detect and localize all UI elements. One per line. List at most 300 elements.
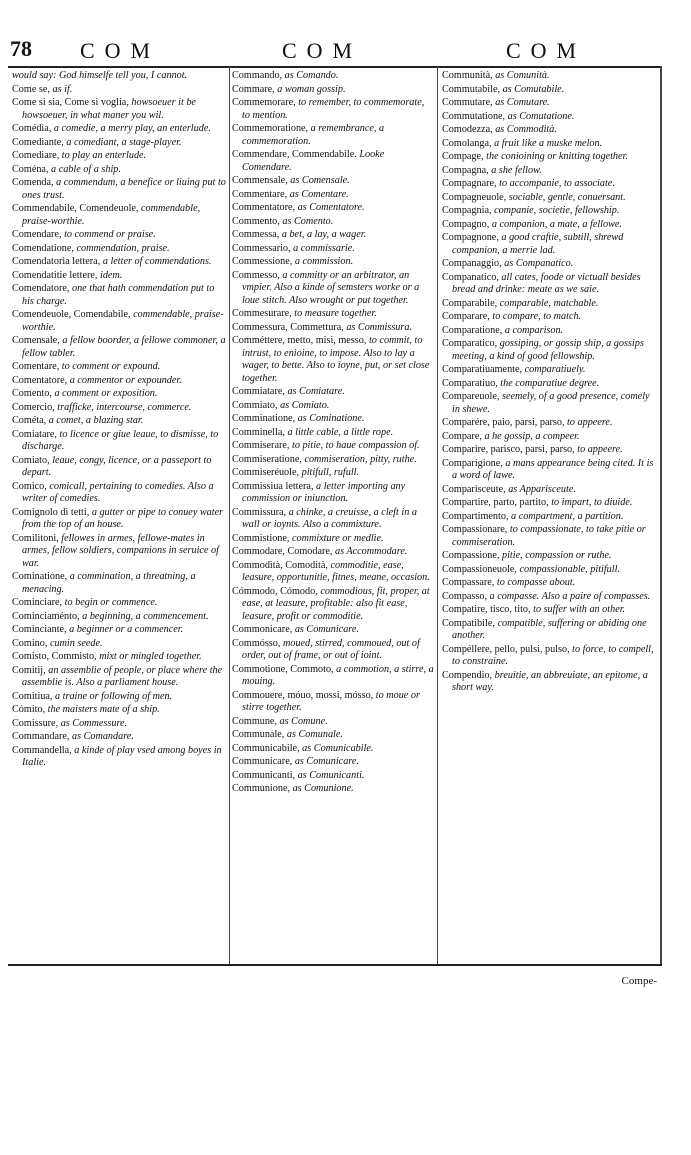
dictionary-entry — [442, 258, 656, 271]
dictionary-entry — [232, 202, 434, 215]
headword: Commiseratione, — [232, 453, 302, 465]
headword: Comico, — [12, 480, 47, 492]
dictionary-entry — [232, 256, 434, 269]
definition: to measure together. — [294, 308, 377, 319]
headword: Comminella, — [232, 426, 285, 438]
dictionary-entry — [232, 716, 434, 729]
dictionary-entry — [442, 178, 656, 191]
page-number: 78 — [10, 36, 32, 61]
headword: Comparare, — [442, 311, 490, 322]
headword: Compartimento, — [442, 510, 509, 522]
dictionary-entry — [12, 243, 226, 256]
dictionary-entry — [442, 205, 656, 218]
definition: seemely, of a good presence, comely in shewe. — [452, 391, 650, 415]
headword: Commento, — [232, 215, 280, 227]
dictionary-entry — [442, 165, 656, 178]
definition: the maisters mate of a ship. — [47, 704, 160, 715]
definition: moued, stirred, commoued, out of order, out of frame, or out of ioint. — [242, 637, 420, 661]
footer-rule — [8, 964, 662, 966]
headword: Commissiua lettera, — [232, 480, 314, 492]
definition: to accompanie, to associate. — [499, 178, 615, 189]
headword: Comparire, parisco, parsi, parso, — [442, 444, 575, 455]
headword: Cominatione, — [12, 571, 68, 582]
definition: the comparatiue degree. — [500, 377, 600, 389]
headword: Commensale, — [232, 175, 288, 186]
dictionary-entry — [12, 597, 226, 610]
dictionary-entry — [442, 124, 656, 137]
dictionary-entry — [232, 467, 434, 480]
definition: mixt or mingled together. — [99, 651, 202, 662]
headword: Commendabile, Comendeuole, — [12, 203, 139, 214]
dictionary-entry — [12, 97, 226, 122]
definition: a commissarie. — [293, 242, 355, 254]
definition: a fellow boorder, a fellowe commoner, a fellow tabler. — [22, 335, 226, 359]
dictionary-entry — [12, 84, 226, 97]
headword: Commiato, — [232, 399, 278, 411]
definition: to impart, to diuide. — [551, 497, 633, 508]
dictionary-entry — [12, 361, 226, 374]
entry-column-1 — [12, 70, 226, 771]
definition: a letter of commendations. — [102, 256, 212, 267]
headword: Comparabile, — [442, 297, 498, 309]
headword: Comitiua, — [12, 690, 53, 702]
column-divider — [437, 66, 438, 964]
catchword: Compe- — [621, 975, 657, 987]
headword: Commentatore, — [232, 202, 296, 213]
dictionary-entry — [232, 270, 434, 308]
dictionary-entry — [442, 670, 656, 695]
definition: as Comunione. — [292, 783, 354, 794]
dictionary-entry — [232, 624, 434, 637]
dictionary-entry — [442, 458, 656, 483]
dictionary-entry — [442, 431, 656, 444]
headword: Commemoratione, — [232, 123, 309, 134]
headword: Cominciaménto, — [12, 610, 80, 622]
definition: a comment or exposition. — [54, 388, 158, 399]
headword: Comento, — [12, 388, 52, 399]
headword: Compagneuole, — [442, 191, 507, 203]
definition: a comedie, a merry play, an enterlude. — [53, 123, 211, 134]
headword: Commodare, Comodare, — [232, 546, 333, 557]
running-head-left: COM — [80, 38, 161, 63]
definition: a commination, a threatning, a menacing. — [22, 571, 196, 595]
headword: Coména, — [12, 163, 49, 175]
dictionary-entry — [12, 270, 226, 283]
definition: as Commessure. — [60, 717, 128, 729]
dictionary-entry — [232, 400, 434, 413]
definition: a gutter or pipe to conuey water from the top of an house. — [22, 506, 224, 530]
definition: pitifull, rufull. — [301, 467, 360, 478]
dictionary-entry — [442, 497, 656, 510]
definition: as Accommodare. — [334, 546, 408, 557]
dictionary-entry — [232, 454, 434, 467]
dictionary-entry — [442, 298, 656, 311]
headword: Commando, — [232, 70, 283, 81]
headword: Comiato, — [12, 454, 50, 466]
headword: Comendatitie lettere, — [12, 269, 98, 281]
definition: commodious, fit, proper, at ease, at leasure, profitable: also fit ease, leasure, profit or commoditie. — [242, 585, 430, 622]
definition: as Commissura. — [346, 321, 412, 333]
dictionary-entry — [232, 440, 434, 453]
definition: commixture or medlie. — [292, 532, 384, 544]
dictionary-entry — [442, 511, 656, 524]
definition: to comment or expound. — [61, 361, 161, 372]
headword: Compatibile, — [442, 617, 495, 629]
dictionary-entry — [232, 533, 434, 546]
definition: a woman gossip. — [277, 83, 346, 95]
definition: as Apparisceute. — [508, 483, 576, 495]
definition: as Comensale. — [290, 175, 350, 186]
definition: a committy or an arbitrator, an vmpier. Also a kinde of semsters worke or a loue stitch. Also wrought or put together. — [242, 269, 420, 306]
headword: Commessario, — [232, 242, 291, 254]
dictionary-entry — [12, 611, 226, 624]
definition: to compassionate, to take pitie or commiseration. — [452, 524, 646, 548]
definition: to play an enterlude. — [61, 150, 147, 161]
definition: compatible, suffering or abiding one another. — [452, 617, 647, 641]
definition: all cates, foode or victuall besides bread and drinke: meate as we saie. — [452, 271, 641, 295]
headword: Commutatione, — [442, 110, 506, 122]
dictionary-entry — [442, 550, 656, 563]
headword: Comendatore, — [12, 283, 70, 294]
dictionary-entry — [442, 564, 656, 577]
headword: Compendio, — [442, 669, 493, 681]
dictionary-entry — [12, 335, 226, 360]
definition: to commit, to intrust, to enioine, to impose. Also to lay a wager, to bette. Also to ioyne, put, or set close together. — [242, 335, 430, 384]
dictionary-entry — [232, 70, 434, 83]
headword: Compareuole, — [442, 391, 500, 402]
definition: howsoeuer it be howsoeuer, in what maner you wil. — [22, 97, 196, 121]
dictionary-entry — [12, 309, 226, 334]
definition: as Companatico. — [504, 258, 574, 269]
dictionary-entry — [442, 84, 656, 97]
definition: trafficke, intercourse, commerce. — [57, 401, 192, 413]
definition: as Comune. — [279, 715, 328, 727]
dictionary-entry — [442, 644, 656, 669]
dictionary-entry — [442, 391, 656, 416]
headword: Comparatiuamente, — [442, 364, 523, 375]
definition: as Comentare. — [289, 188, 349, 200]
dictionary-entry — [232, 175, 434, 188]
headword: Comendatione, — [12, 242, 74, 254]
headword: Comédia, — [12, 123, 52, 134]
definition: a commotion, a stirre, a mouing. — [242, 663, 434, 687]
headword: Commune, — [232, 715, 277, 727]
dictionary-entry — [12, 123, 226, 136]
headword: Compagnare, — [442, 178, 497, 189]
headword: Compassione, — [442, 550, 500, 561]
definition: commendable, praise-worthie. — [22, 309, 224, 333]
definition: commoditie, ease, leasure, opportunitie, fitnes, meane, occasion. — [242, 559, 430, 583]
definition: a letter importing any commission or iniunction. — [242, 480, 406, 504]
definition: gossiping, or gossip ship, a gossips meeting, a kind of good fellowship. — [452, 338, 644, 362]
headword: Commistione, — [232, 532, 290, 544]
definition: as if. — [52, 83, 73, 95]
headword: Commessione, — [232, 256, 293, 267]
dictionary-entry — [12, 429, 226, 454]
definition: a she fellow. — [491, 164, 542, 176]
definition: to pitie, to haue compassion of. — [291, 440, 420, 451]
dictionary-entry — [442, 111, 656, 124]
dictionary-entry — [442, 325, 656, 338]
headword: Comminatione, — [232, 413, 296, 424]
dictionary-entry — [232, 97, 434, 122]
dictionary-entry — [232, 586, 434, 624]
running-head-center: COM — [282, 38, 363, 63]
dictionary-entry — [232, 216, 434, 229]
headword: Compasso, — [442, 590, 487, 602]
dictionary-entry — [232, 690, 434, 715]
dictionary-entry — [232, 229, 434, 242]
definition: compassionable, pitifull. — [519, 563, 620, 575]
definition: a comparison. — [504, 324, 564, 336]
definition: a good craftie, subtill, shrewd companion, a merrie lad. — [452, 232, 624, 256]
dictionary-entry — [232, 308, 434, 321]
dictionary-entry — [12, 203, 226, 228]
headword: Communità, — [442, 70, 493, 81]
headword: Commiseréuole, — [232, 467, 300, 478]
headword: Comilitoni, — [12, 532, 59, 544]
headword: Comitij, — [12, 664, 46, 676]
definition: a little cable, a little rope. — [287, 426, 394, 438]
headword: Comendare, — [12, 229, 62, 240]
headword: Compagnia, — [442, 205, 492, 216]
headword: Commendare, Commendabile. — [232, 149, 357, 160]
dictionary-entry — [442, 618, 656, 643]
dictionary-entry — [232, 729, 434, 742]
headword: Compartire, parto, partito, — [442, 497, 549, 508]
headword: Commiserare, — [232, 440, 290, 451]
definition: as Comutabile. — [502, 83, 565, 95]
headword: Commessa, — [232, 229, 280, 240]
definition: to begin or commence. — [64, 597, 158, 608]
dictionary-entry — [442, 364, 656, 377]
dictionary-entry — [12, 638, 226, 651]
dictionary-entry — [442, 311, 656, 324]
headword: Communicabile, — [232, 742, 300, 754]
dictionary-entry — [442, 272, 656, 297]
definition: as Comunicare. — [294, 624, 359, 635]
dictionary-entry — [232, 335, 434, 385]
dictionary-entry — [12, 481, 226, 506]
headword: Comediante, — [12, 136, 64, 148]
definition: one that hath commendation put to his charge. — [22, 283, 215, 307]
headword: Comensale, — [12, 335, 60, 346]
headword: Comparatione, — [442, 324, 503, 336]
definition: as Comiato. — [280, 399, 330, 411]
definition: to licence or giue leaue, to dismisse, to discharge. — [22, 428, 219, 452]
definition: a cable of a ship. — [51, 163, 121, 175]
headword: Commemorare, — [232, 97, 296, 108]
headword: Commiatare, — [232, 386, 285, 397]
dictionary-entry — [442, 138, 656, 151]
dictionary-entry — [232, 427, 434, 440]
headword: Comparatico, — [442, 338, 498, 349]
dictionary-entry — [12, 731, 226, 744]
headword: Commesso, — [232, 269, 280, 281]
definition: a traine or following of men. — [55, 690, 173, 702]
definition: a mans appearance being cited. It is a word of lawe. — [452, 457, 654, 481]
dictionary-entry — [12, 533, 226, 571]
headword: Cómito, — [12, 704, 46, 715]
dictionary-entry — [442, 378, 656, 391]
headword: Compassionare, — [442, 524, 508, 535]
definition: comparable, matchable. — [499, 297, 599, 309]
headword: Comisto, Commisto, — [12, 651, 97, 662]
definition: to appeere. — [567, 417, 613, 428]
dictionary-entry — [232, 386, 434, 399]
definition: the conioining or knitting together. — [486, 151, 628, 162]
definition: an assemblie of people, or place where the assemblie is. Also a parliament house. — [22, 664, 223, 688]
dictionary-entry — [232, 149, 434, 174]
entry-column-2 — [232, 70, 434, 797]
headword: Comercio, — [12, 401, 55, 413]
headword: Comparigione, — [442, 457, 503, 469]
dictionary-entry — [232, 743, 434, 756]
definition: to compare, to match. — [492, 311, 582, 322]
dictionary-entry — [232, 560, 434, 585]
definition: pitie, compassion or ruthe. — [502, 550, 612, 561]
definition: as Cominatione. — [297, 413, 365, 424]
headword: Cómmodo, Cómodo, — [232, 585, 318, 597]
dictionary-entry — [12, 507, 226, 532]
headword: Compage, — [442, 151, 484, 162]
dictionary-entry — [232, 770, 434, 783]
headword: Compagno, — [442, 218, 490, 230]
dictionary-entry — [232, 413, 434, 426]
definition: a commission. — [294, 256, 354, 267]
dictionary-entry — [12, 256, 226, 269]
headword: Comendeuole, Comendabile, — [12, 309, 131, 320]
definition: as Comento. — [282, 215, 334, 227]
definition: breuitie, an abbreuiate, an epitome, a short way. — [452, 669, 648, 693]
headword: Comméttere, metto, misi, messo, — [232, 335, 367, 346]
dictionary-entry — [12, 70, 226, 83]
headword: Commandare, — [12, 731, 70, 742]
headword: Cométa, — [12, 415, 47, 426]
dictionary-entry — [442, 192, 656, 205]
definition: commendation, praise. — [76, 242, 170, 254]
headword: Communicanti, — [232, 769, 296, 781]
headword: Commonicare, — [232, 624, 293, 635]
headword: Compassare, — [442, 577, 495, 588]
dictionary-entry — [442, 444, 656, 457]
headword: Commessura, Commettura, — [232, 321, 344, 333]
definition: commiseration, pitty, ruthe. — [304, 453, 417, 465]
headword: Compéllere, pello, pulsi, pulso, — [442, 643, 570, 655]
headword: Comino, — [12, 637, 48, 649]
definition: to force, to compell, to constraine. — [452, 643, 654, 667]
dictionary-entry — [12, 402, 226, 415]
dictionary-entry — [232, 481, 434, 506]
definition: as Comunale. — [286, 729, 343, 740]
definition: as Comutatione. — [507, 110, 575, 122]
dictionary-entry — [12, 624, 226, 637]
dictionary-entry — [12, 665, 226, 690]
definition: a compartment, a partition. — [511, 510, 624, 522]
headword: Commósso, — [232, 637, 281, 649]
headword: Comendatoria lettera, — [12, 256, 101, 267]
definition: to appeere. — [577, 444, 623, 455]
page-border-right — [660, 66, 662, 964]
dictionary-entry — [442, 417, 656, 430]
headword: Commutabile, — [442, 83, 501, 95]
definition: idem. — [99, 269, 123, 281]
definition: a companion, a mate, a fellowe. — [491, 218, 622, 230]
dictionary-entry — [442, 604, 656, 617]
definition: as Commodità. — [495, 124, 557, 135]
dictionary-entry — [232, 638, 434, 663]
dictionary-entry — [12, 229, 226, 242]
dictionary-entry — [12, 283, 226, 308]
dictionary-entry — [12, 137, 226, 150]
definition: a he gossip, a compeer. — [484, 430, 580, 442]
headword: Comentare, — [12, 361, 60, 372]
dictionary-entry — [12, 150, 226, 163]
headword: Communicare, — [232, 756, 293, 767]
definition: a comediant, a stage-player. — [66, 136, 182, 148]
dictionary-entry — [12, 571, 226, 596]
running-head-right: COM — [506, 38, 587, 63]
headword: Communione, — [232, 783, 291, 794]
dictionary-entry — [232, 243, 434, 256]
headword: Comodezza, — [442, 124, 493, 135]
definition: cumin seede. — [49, 637, 103, 649]
headword: Communale, — [232, 729, 285, 740]
column-divider — [229, 66, 230, 964]
dictionary-entry — [232, 84, 434, 97]
dictionary-entry — [12, 177, 226, 202]
dictionary-entry — [232, 783, 434, 796]
definition: as Comunità. — [495, 70, 550, 81]
definition: would say: God himselfe tell you, I cannot. — [12, 70, 188, 81]
dictionary-entry — [442, 484, 656, 497]
definition: a compasse. Also a paire of compasses. — [489, 590, 651, 602]
definition: as Comunicare. — [294, 756, 359, 767]
headword: Commutare, — [442, 97, 493, 108]
definition: a bet, a lay, a wager. — [281, 229, 367, 240]
headword: Companaggio, — [442, 258, 502, 269]
dictionary-entry — [232, 189, 434, 202]
definition: a kinde of play vsed among boyes in Italie. — [22, 744, 222, 768]
headword: Commare, — [232, 83, 275, 95]
headword: Comparére, paio, parsi, parso, — [442, 417, 565, 428]
dictionary-entry — [442, 151, 656, 164]
headword: Come se, — [12, 83, 50, 95]
definition: to remember, to commemorate, to mention. — [242, 97, 425, 121]
dictionary-entry — [12, 691, 226, 704]
headword: Cominciare, — [12, 597, 63, 608]
headword: Compassioneuole, — [442, 563, 517, 575]
dictionary-entry — [232, 664, 434, 689]
dictionary-entry — [12, 415, 226, 428]
headword: Commesurare, — [232, 308, 292, 319]
definition: as Comandare. — [71, 731, 134, 742]
definition: a beginner or a commencer. — [69, 624, 184, 635]
dictionary-entry — [232, 756, 434, 769]
dictionary-entry — [12, 651, 226, 664]
headword: Commouere, móuo, mossi, mósso, — [232, 689, 374, 701]
headword: Commotione, Commoto, — [232, 663, 334, 675]
dictionary-entry — [442, 524, 656, 549]
headword: Commentare, — [232, 188, 288, 200]
dictionary-entry — [12, 704, 226, 717]
definition: sociable, gentle, conuersant. — [508, 191, 626, 203]
headword: Comparatiuo, — [442, 377, 498, 389]
definition: fellowes in armes, fellowe-mates in armes, fellow soldiers, companions in seruice of war. — [22, 532, 219, 569]
definition: a fruit like a muske melon. — [494, 137, 603, 149]
definition: leaue, congy, licence, or a passeport to depart. — [22, 454, 212, 478]
definition: as Comiatare. — [287, 386, 345, 397]
